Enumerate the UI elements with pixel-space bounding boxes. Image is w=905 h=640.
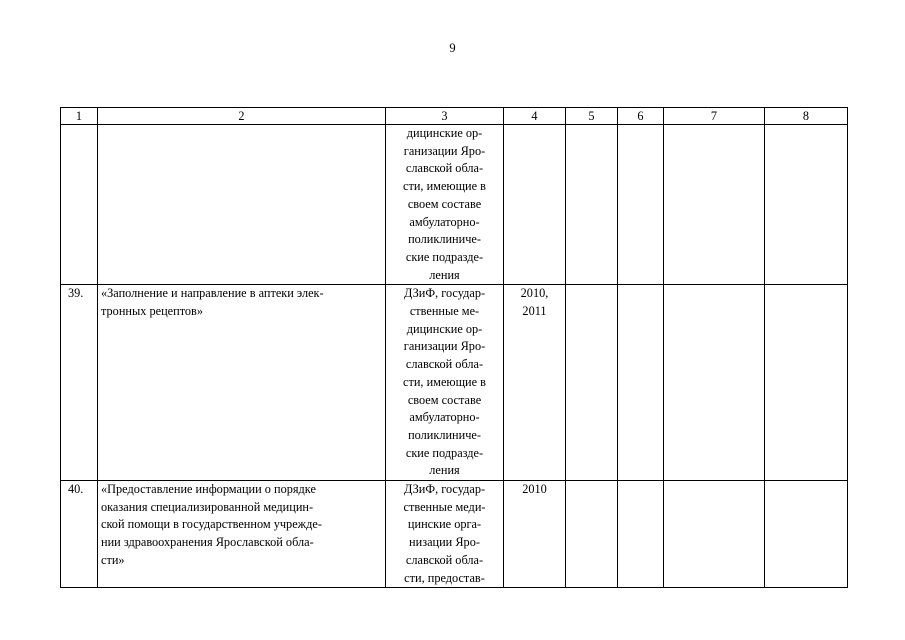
executors-cell-line: амбулаторно- (409, 410, 480, 425)
executors-cell-line: дицинские ор- (406, 126, 483, 140)
executors-cell-line: ганизации Яро- (403, 143, 486, 158)
empty-cell-col-7 (664, 285, 765, 481)
measure-name-cell-line: сти» (101, 552, 125, 567)
years-cell (504, 125, 566, 285)
column-number-2: 2 (98, 108, 386, 125)
measure-name-cell-line: оказания специализированной медицин- (101, 499, 314, 514)
column-number-3: 3 (386, 108, 504, 125)
executors-cell-line: славской обла- (405, 161, 484, 176)
executors-cell-line: славской обла- (405, 552, 484, 567)
empty-cell-col-5 (566, 285, 618, 481)
executors-cell-line: низации Яро- (409, 535, 480, 550)
executors-cell-line: ДЗиФ, государ- (403, 482, 486, 497)
years-cell (504, 285, 566, 481)
empty-cell-col-7 (664, 125, 765, 285)
executors-cell-line: своем составе (407, 392, 482, 407)
executors-cell-line: сти, имеющие в (403, 179, 486, 194)
executors-cell (386, 481, 504, 588)
measure-name-cell-line: ской помощи в государственном учрежде- (101, 517, 322, 532)
executors-cell-line: поликлиниче- (408, 232, 481, 247)
table-row (61, 481, 848, 588)
column-number-4: 4 (504, 108, 566, 125)
measure-name-cell-line: «Заполнение и направление в аптеки элек- (101, 286, 324, 301)
executors-cell-line: цинские орга- (407, 517, 482, 532)
column-number-8: 8 (765, 108, 848, 125)
empty-cell-col-5 (566, 481, 618, 588)
row-number-cell (61, 125, 98, 285)
executors-cell-line: амбулаторно- (409, 214, 480, 229)
executors-cell-line: ственные ме- (409, 304, 480, 319)
empty-cell-col-6 (618, 125, 664, 285)
executors-cell-line: славской обла- (405, 357, 484, 372)
years-cell-line: 2010 (522, 482, 547, 497)
executors-cell-line: ственные меди- (403, 499, 486, 514)
measure-name-cell-line: «Предоставление информации о порядке (101, 482, 316, 497)
column-number-6: 6 (618, 108, 664, 125)
empty-cell-col-7 (664, 481, 765, 588)
executors-cell (386, 285, 504, 481)
measure-name-cell (98, 285, 386, 481)
column-number-7: 7 (664, 108, 765, 125)
table-header-row (61, 108, 848, 125)
empty-cell-col-8 (765, 125, 848, 285)
executors-cell-line: сти, предостав- (404, 570, 485, 585)
executors-cell-line: своем составе (407, 196, 482, 211)
executors-cell-line: ские подразде- (405, 249, 484, 264)
empty-cell-col-6 (618, 285, 664, 481)
table-body (61, 125, 848, 588)
executors-cell-line: ления (429, 267, 460, 282)
empty-cell-col-8 (765, 285, 848, 481)
measure-name-cell (98, 481, 386, 588)
measure-name-cell-line: тронных рецептов» (101, 304, 204, 319)
measure-name-cell-line: нии здравоохранения Ярославской обла- (101, 535, 314, 550)
executors-cell-line: ДЗиФ, государ- (403, 286, 486, 301)
executors-cell-line: дицинские ор- (406, 321, 483, 336)
column-number-5: 5 (566, 108, 618, 125)
page-number: 9 (449, 41, 456, 55)
executors-cell-line: ления (429, 463, 460, 478)
table-row (61, 285, 848, 481)
executors-cell-line: поликлиниче- (408, 427, 481, 442)
years-cell-line: 2011 (522, 304, 547, 319)
empty-cell-col-6 (618, 481, 664, 588)
plan-table (60, 107, 848, 588)
row-number-cell: 39. (61, 285, 98, 481)
column-number-1: 1 (61, 108, 98, 125)
empty-cell-col-5 (566, 125, 618, 285)
measure-name-cell (98, 125, 386, 285)
table-row (61, 125, 848, 285)
executors-cell-line: ганизации Яро- (403, 339, 486, 354)
row-number-cell: 40. (61, 481, 98, 588)
empty-cell-col-8 (765, 481, 848, 588)
years-cell (504, 481, 566, 588)
years-cell-line: 2010, (520, 286, 549, 301)
executors-cell-line: сти, имеющие в (403, 374, 486, 389)
executors-cell-line: ские подразде- (405, 445, 484, 460)
executors-cell (386, 125, 504, 285)
